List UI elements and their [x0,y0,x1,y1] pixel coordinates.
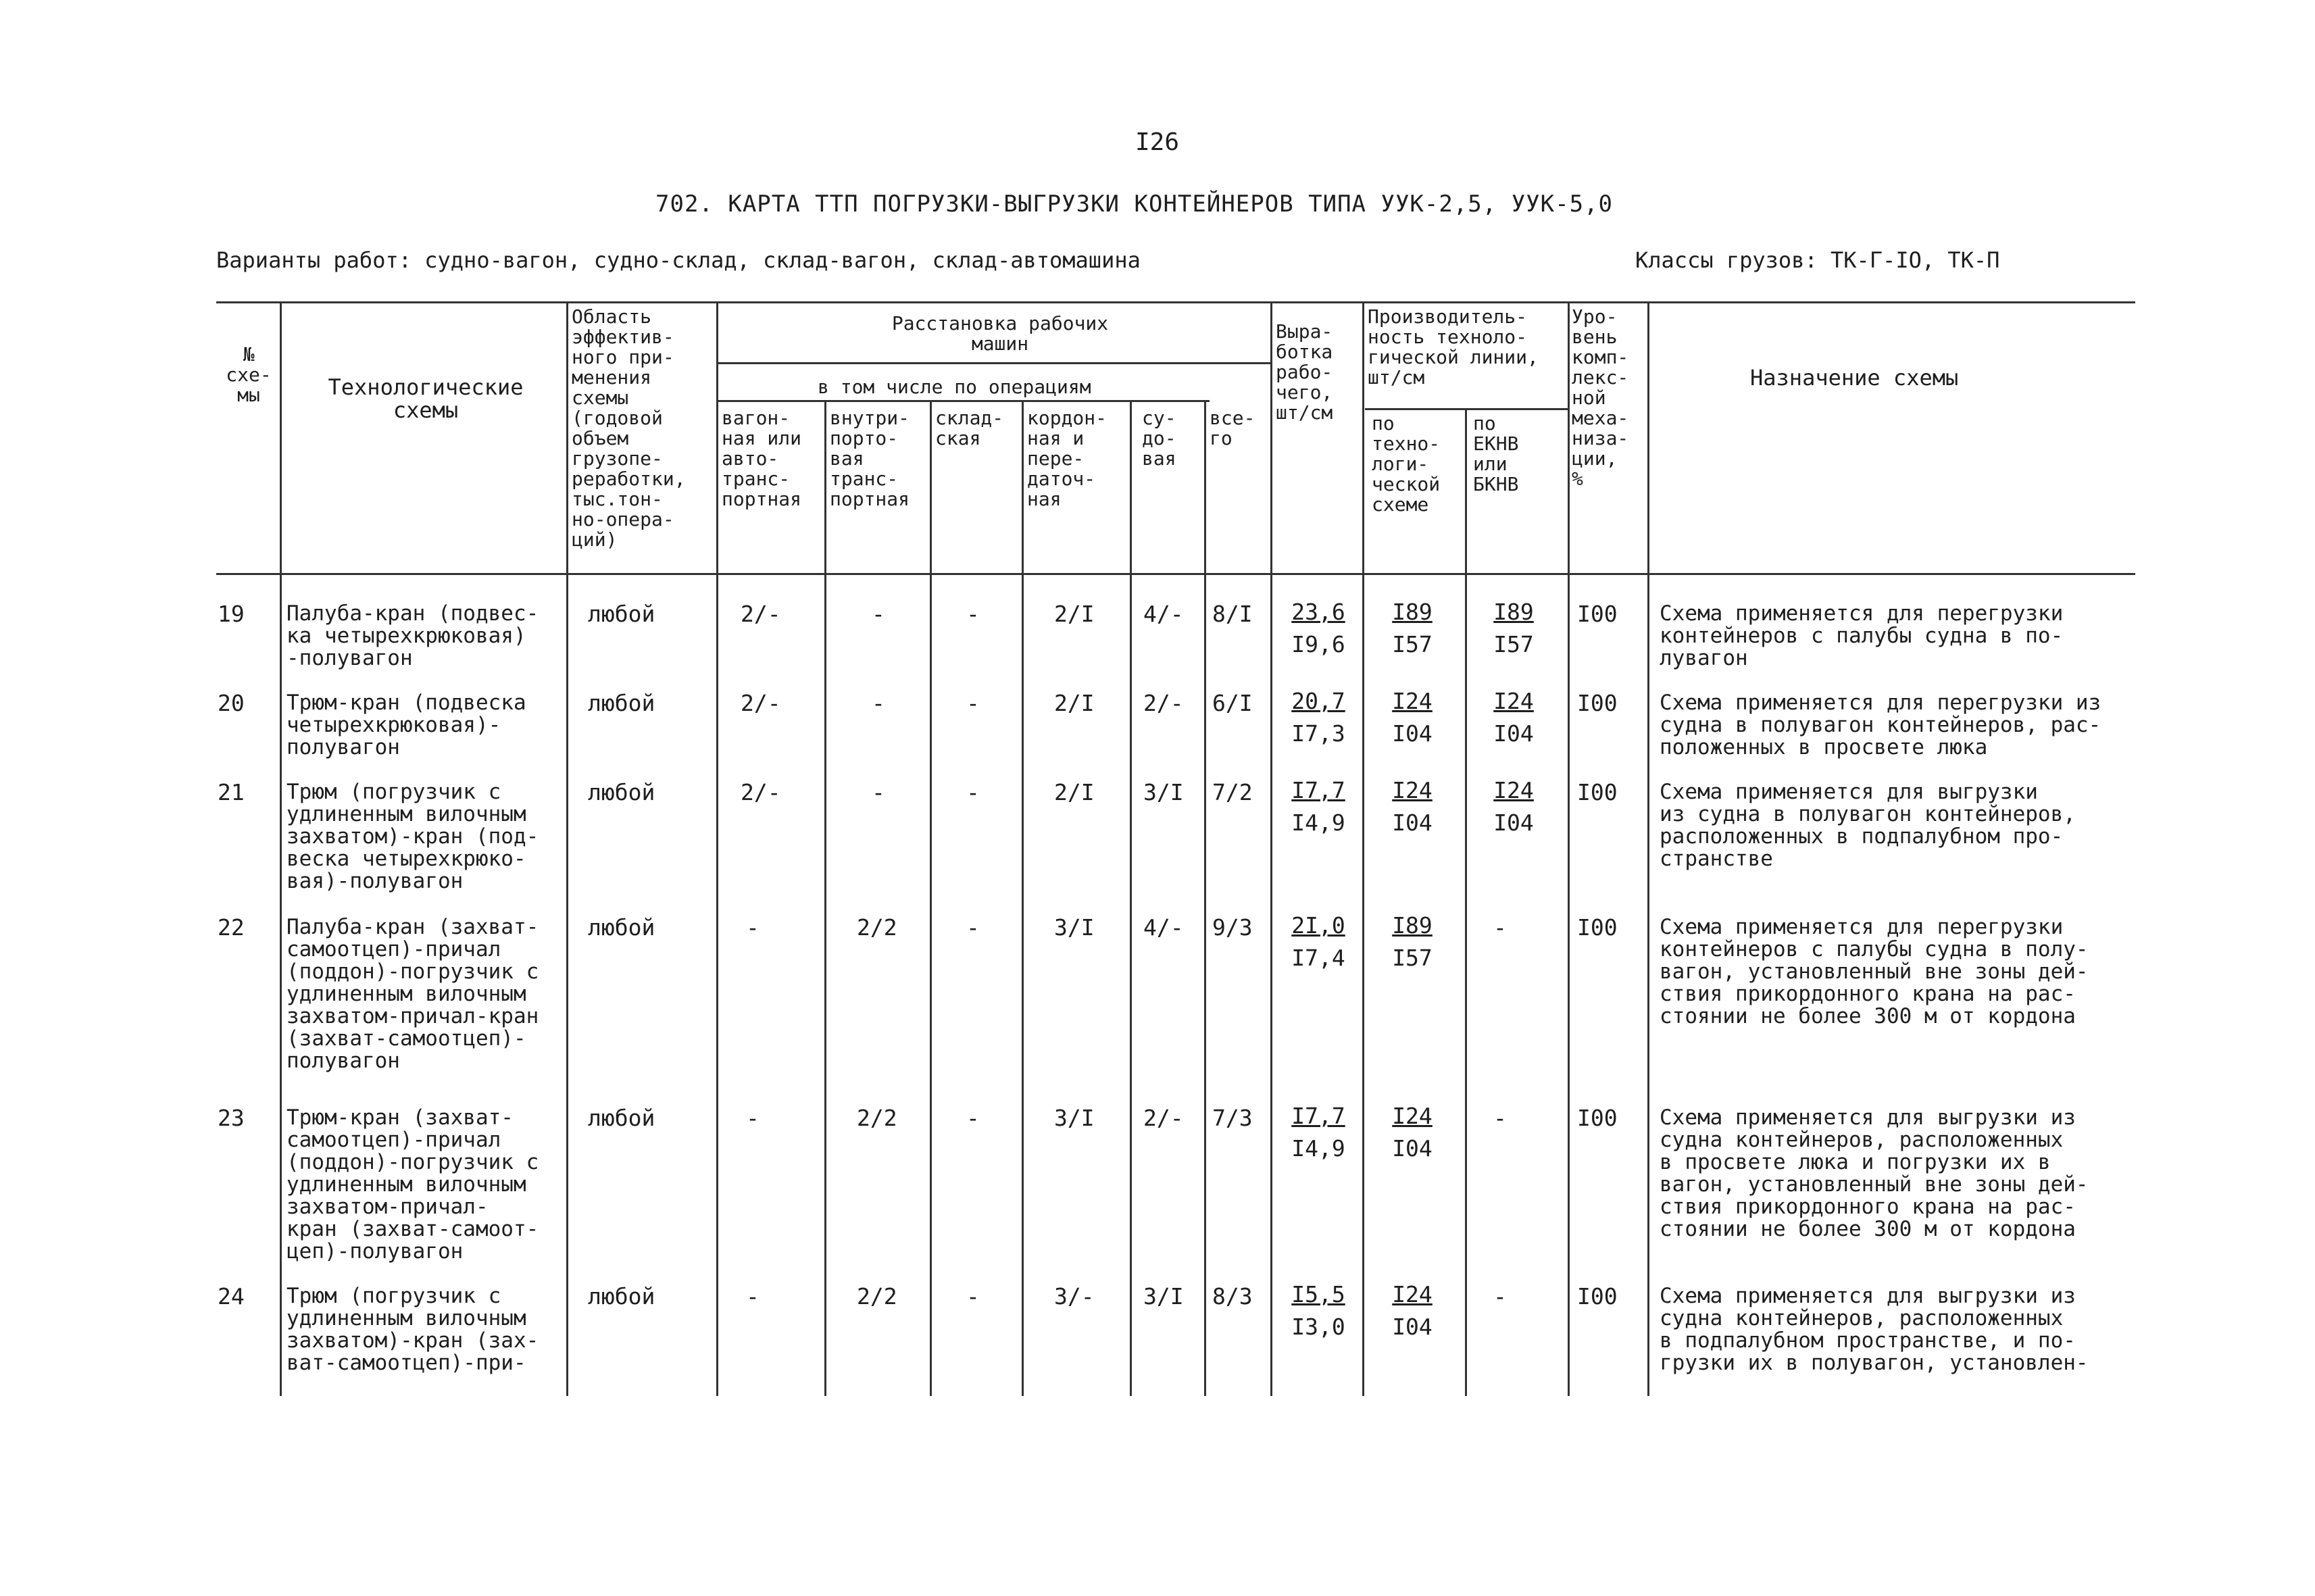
tech-scheme: Трюм (погрузчик с удлиненным вилочным захватом)-кран (зах- ват-самоотцеп)-при- [287,1284,539,1375]
col-divider-7 [1130,400,1132,1396]
storage-value: - [966,601,980,627]
output-bottom: I7,4 [1291,945,1345,971]
header-storage: склад- ская [935,407,1004,449]
ops-subrule [716,400,1210,402]
output-top: 2I,0 [1291,912,1345,939]
tech-bottom: I04 [1392,809,1433,836]
output-top: I7,7 [1291,1103,1345,1129]
header-scheme-purpose: Назначение схемы [1750,365,1959,391]
ship-value: 3/I [1143,779,1184,805]
worker-output [1281,596,1355,661]
mechanization-level: I00 [1577,601,1618,627]
tech-top: I24 [1392,1103,1433,1129]
application-area: любой [588,779,655,805]
mechanization-level: I00 [1577,914,1618,941]
col-divider-10 [1362,301,1364,1396]
row-number: 19 [218,601,245,627]
output-bottom: I4,9 [1291,809,1345,836]
storage-value: - [966,690,980,716]
col-divider-12 [1568,301,1570,1396]
worker-output [1281,774,1355,839]
scheme-purpose: Схема применяется для выгрузки из судна контейнеров, расположенных в просвете люка и погрузки их в вагон, установленный вне зоны дей- ствия прикордонного крана на рас- стоянии не более 300 м от кордона [1660,1105,2089,1241]
total-value: 6/I [1212,690,1253,716]
total-value: 8/I [1212,601,1253,627]
table-header-bottom-rule [216,573,2135,575]
cordon-value: 3/- [1054,1283,1095,1310]
application-area: любой [588,690,655,716]
col-divider-13 [1647,301,1649,1396]
productivity-tech [1378,596,1446,661]
output-bottom: I9,6 [1291,631,1345,657]
header-by-eknv: по ЕКНВ или БКНВ [1473,412,1519,495]
mechanization-level: I00 [1577,1283,1618,1310]
header-inner-port-transport: внутри- порто- вая транс- портная [830,407,910,510]
inner-port-value: 2/2 [857,914,897,941]
cordon-value: 3/I [1054,1105,1095,1131]
col-divider-4 [824,400,826,1396]
col-divider-11 [1465,408,1467,1396]
header-line-productivity: Производитель- ность техноло- гической линии, шт/см [1368,305,1539,389]
eknv-top: I24 [1493,688,1534,714]
work-variants: Варианты работ: судно-вагон, судно-склад, склад-вагон, склад-автомашина [216,247,1141,273]
tech-scheme: Палуба-кран (подвес- ка четырехкрюковая) -полувагон [287,601,539,670]
header-worker-output: Выра- ботка рабо- чего, шт/см [1276,320,1333,424]
productivity-tech [1378,909,1446,974]
inner-port-value: - [872,779,885,805]
cordon-value: 2/I [1054,779,1095,805]
tech-top: I89 [1392,912,1433,939]
wagon-value: - [746,1283,760,1310]
storage-value: - [966,914,980,941]
output-bottom: I3,0 [1291,1314,1345,1340]
cordon-value: 2/I [1054,690,1095,716]
col-divider-5 [930,400,932,1396]
table-top-rule [216,301,2135,303]
header-application-area: Область эффектив- ного при- менения схемы (годовой объем грузопе- реработки, тыс.тон- но-опера- ций) [572,305,686,551]
cargo-classes: Классы грузов: ТК-Г-IO, ТК-П [1635,247,2000,273]
col-divider-9 [1270,301,1272,1396]
wagon-value: - [746,1105,760,1131]
output-top: I7,7 [1291,777,1345,803]
mechanization-level: I00 [1577,779,1618,805]
eknv-top: I24 [1493,777,1534,803]
header-mechanization-level: Уро- вень комп- лекс- ной меха- низа- ции, % [1572,305,1629,490]
total-value: 7/2 [1212,779,1253,805]
scheme-purpose: Схема применяется для выгрузки из судна контейнеров, расположенных в подпалубном пространстве, и по- грузки их в полувагон, установлен- [1660,1284,2089,1375]
total-value: 9/3 [1212,914,1253,941]
placement-subrule [716,362,1270,364]
header-wagon-transport: вагон- ная или авто- транс- портная [722,407,802,510]
worker-output [1281,1100,1355,1165]
eknv-bottom: I04 [1493,720,1534,747]
row-number: 21 [218,779,245,805]
tech-top: I89 [1392,599,1433,625]
scheme-purpose: Схема применяется для перегрузки контейнеров с палубы судна в полу- вагон, установленный вне зоны дей- ствия прикордонного крана на рас- стоянии не более 300 м от кордона [1660,915,2089,1028]
productivity-tech [1378,1100,1446,1165]
productivity-eknv [1480,685,1547,750]
output-top: 23,6 [1291,599,1345,625]
ship-value: 2/- [1143,1105,1184,1131]
productivity-tech [1378,685,1446,750]
ship-value: 2/- [1143,690,1184,716]
application-area: любой [588,914,655,941]
wagon-value: - [746,914,760,941]
productivity-eknv [1480,774,1547,839]
productivity-tech [1378,1278,1446,1343]
col-divider-8 [1204,400,1206,1396]
row-number: 23 [218,1105,245,1131]
row-number: 24 [218,1283,245,1310]
productivity-tech [1378,774,1446,839]
row-number: 22 [218,914,245,941]
ship-value: 3/I [1143,1283,1184,1310]
wagon-value: 2/- [741,601,781,627]
eknv-value: - [1493,914,1507,941]
inner-port-value: 2/2 [857,1283,897,1310]
header-by-operations: в том числе по операциям [818,376,1091,398]
ship-value: 4/- [1143,601,1184,627]
mechanization-level: I00 [1577,1105,1618,1131]
tech-top: I24 [1392,777,1433,803]
tech-bottom: I04 [1392,720,1433,747]
header-machine-placement: Расстановка рабочих машин [891,312,1109,355]
wagon-value: 2/- [741,690,781,716]
application-area: любой [588,601,655,627]
worker-output [1281,685,1355,750]
cordon-value: 2/I [1054,601,1095,627]
col-divider-6 [1022,400,1024,1396]
inner-port-value: - [872,690,885,716]
header-scheme-number: № схе- мы [226,343,272,406]
productivity-eknv [1480,596,1547,661]
tech-scheme: Трюм-кран (подвеска четырехкрюковая)- полувагон [287,691,526,759]
eknv-bottom: I04 [1493,809,1534,836]
tech-scheme: Палуба-кран (захват- самоотцеп)-причал (поддон)-погрузчик с удлиненным вилочным захватом-причал-кран (захват-самоотцеп)- полувагон [287,915,539,1073]
scheme-purpose: Схема применяется для выгрузки из судна в полувагон контейнеров, расположенных в подпалубном про- странстве [1660,780,2076,871]
document-title: 702. КАРТА ТТП ПОГРУЗКИ-ВЫГРУЗКИ КОНТЕЙНЕРОВ ТИПА УУК-2,5, УУК-5,0 [655,191,1614,218]
col-divider-2 [566,301,568,1396]
header-cordon-transfer: кордон- ная и пере- даточ- ная [1027,407,1107,510]
scheme-purpose: Схема применяется для перегрузки контейнеров с палубы судна в по- лувагон [1660,601,2064,670]
row-number: 20 [218,690,245,716]
page-number: I26 [1135,128,1180,156]
output-top: I5,5 [1291,1281,1345,1307]
output-bottom: I7,3 [1291,720,1345,747]
total-value: 7/3 [1212,1105,1253,1131]
application-area: любой [588,1283,655,1310]
tech-bottom: I57 [1392,945,1433,971]
worker-output [1281,1278,1355,1343]
mechanization-level: I00 [1577,690,1618,716]
storage-value: - [966,1283,980,1310]
header-by-tech-scheme: по техно- логи- ческой схеме [1372,412,1441,516]
tech-top: I24 [1392,688,1433,714]
cordon-value: 3/I [1054,914,1095,941]
storage-value: - [966,779,980,805]
eknv-value: - [1493,1105,1507,1131]
inner-port-value: - [872,601,885,627]
tech-scheme: Трюм-кран (захват- самоотцеп)-причал (поддон)-погрузчик с удлиненным вилочным захватом-причал- кран (захват-самоот- цеп)-полувагон [287,1105,539,1264]
tech-scheme: Трюм (погрузчик с удлиненным вилочным захватом)-кран (под- веска четырехкрюко- вая)-полувагон [287,780,539,893]
header-ship: су- до- вая [1142,407,1176,470]
header-total: все- го [1210,407,1255,449]
ship-value: 4/- [1143,914,1184,941]
inner-port-value: 2/2 [857,1105,897,1131]
wagon-value: 2/- [741,779,781,805]
tech-bottom: I04 [1392,1135,1433,1162]
tech-bottom: I57 [1392,631,1433,657]
worker-output [1281,909,1355,974]
tech-top: I24 [1392,1281,1433,1307]
eknv-bottom: I57 [1493,631,1534,657]
output-top: 20,7 [1291,688,1345,714]
storage-value: - [966,1105,980,1131]
col-divider-1 [280,301,282,1396]
eknv-value: - [1493,1283,1507,1310]
tech-bottom: I04 [1392,1314,1433,1340]
eknv-top: I89 [1493,599,1534,625]
application-area: любой [588,1105,655,1131]
total-value: 8/3 [1212,1283,1253,1310]
header-tech-schemes: Технологические схемы [328,374,524,423]
col-divider-3 [716,301,718,1396]
scheme-purpose: Схема применяется для перегрузки из судна в полувагон контейнеров, рас- положенных в просвете люка [1660,691,2101,759]
output-bottom: I4,9 [1291,1135,1345,1162]
